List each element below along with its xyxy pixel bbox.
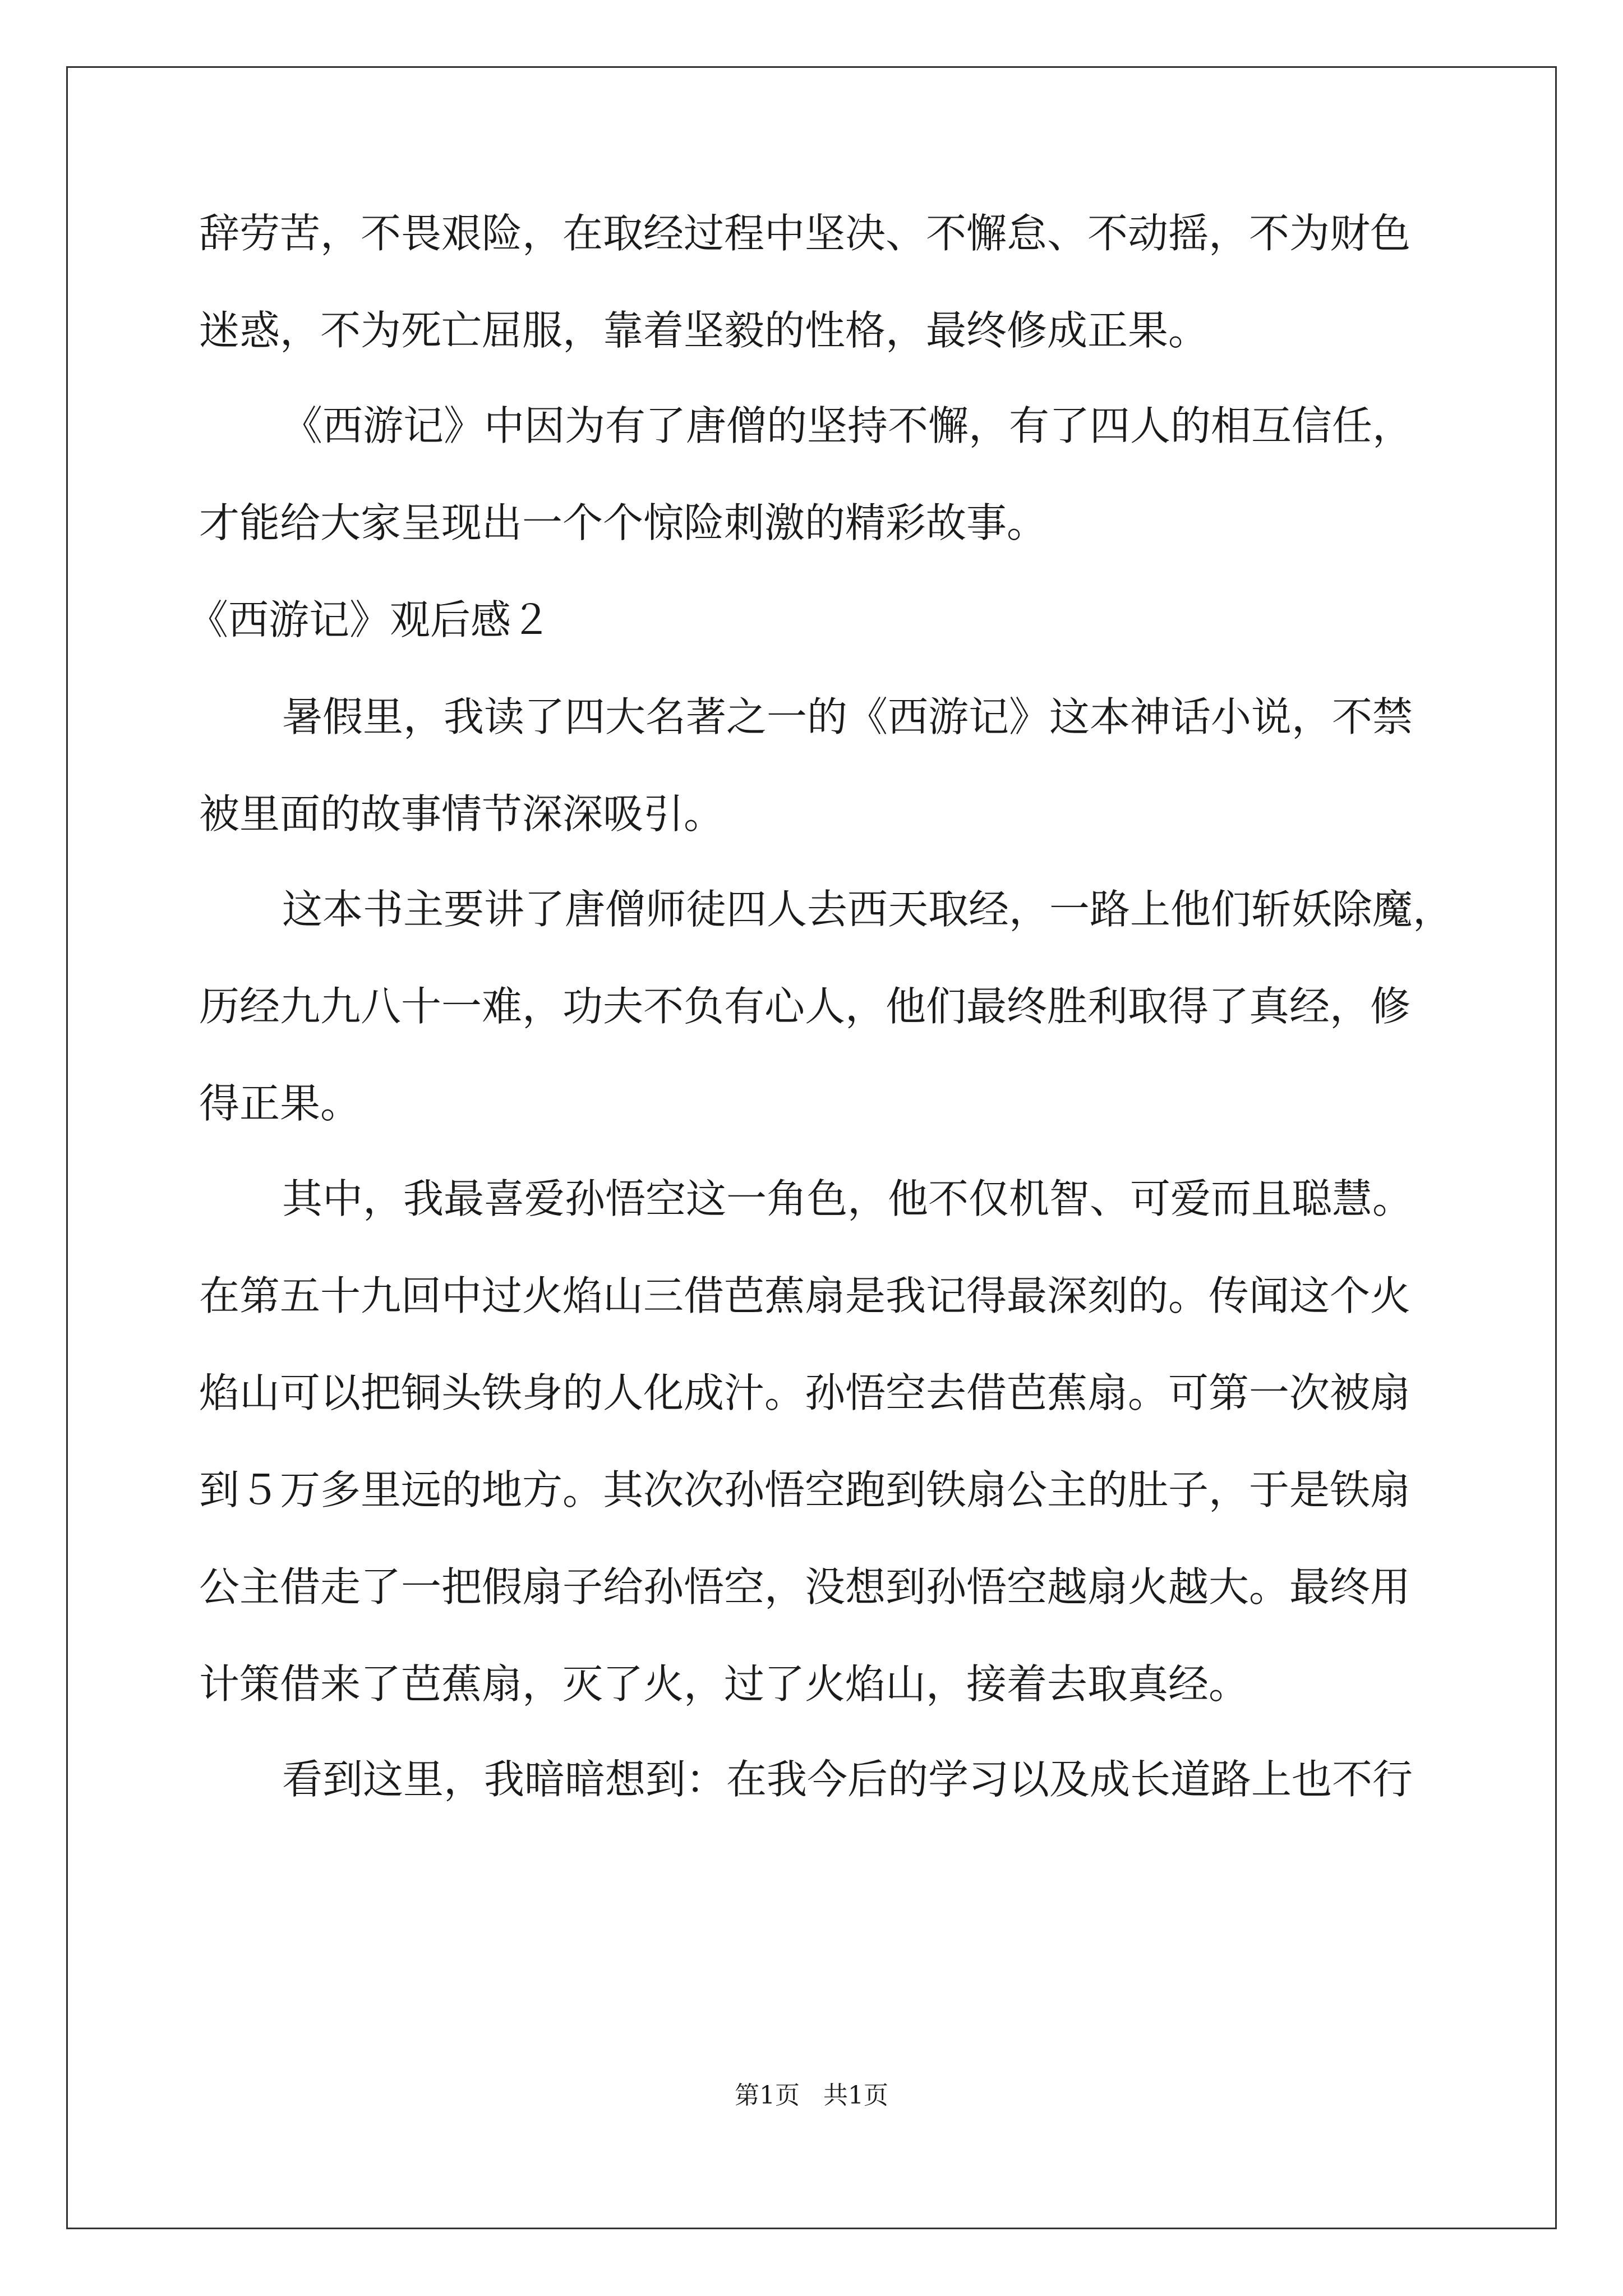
section-heading: 《西游记》观后感２ bbox=[188, 596, 552, 643]
body-line: 在第五十九回中过火焰山三借芭蕉扇是我记得最深刻的。传闻这个火 bbox=[199, 1272, 1411, 1319]
body-line: 看到这里，我暗暗想到：在我今后的学习以及成长道路上也不行 bbox=[282, 1756, 1413, 1803]
page-footer: 第1页 共1页 bbox=[735, 2081, 888, 2110]
body-line: 这本书主要讲了唐僧师徒四人去西天取经，一路上他们斩妖除魔， bbox=[282, 886, 1454, 933]
body-line: 被里面的故事情节深深吸引。 bbox=[199, 790, 725, 838]
body-line: 《西游记》中因为有了唐僧的坚持不懈，有了四人的相互信任， bbox=[282, 402, 1413, 449]
body-line: 辞劳苦，不畏艰险，在取经过程中坚决、不懈怠、不动摇，不为财色 bbox=[199, 210, 1411, 257]
body-line: 才能给大家呈现出一个个惊险刺激的精彩故事。 bbox=[199, 499, 1048, 546]
body-line: 暑假里，我读了四大名著之一的《西游记》这本神话小说，不禁 bbox=[282, 693, 1413, 740]
document-body bbox=[188, 210, 1454, 1803]
body-line: 焰山可以把铜头铁身的人化成汁。孙悟空去借芭蕉扇。可第一次被扇 bbox=[199, 1369, 1411, 1416]
body-line: 迷惑，不为死亡屈服，靠着坚毅的性格，最终修成正果。 bbox=[199, 307, 1209, 354]
body-line: 其中，我最喜爱孙悟空这一角色，他不仅机智、可爱而且聪慧。 bbox=[282, 1175, 1413, 1222]
body-line: 公主借走了一把假扇子给孙悟空，没想到孙悟空越扇火越大。最终用 bbox=[199, 1563, 1411, 1611]
body-line: 历经九九八十一难，功夫不负有心人，他们最终胜利取得了真经，修 bbox=[199, 983, 1411, 1030]
body-line: 计策借来了芭蕉扇，灭了火，过了火焰山，接着去取真经。 bbox=[199, 1660, 1249, 1708]
body-line: 到５万多里远的地方。其次次孙悟空跑到铁扇公主的肚子，于是铁扇 bbox=[199, 1466, 1411, 1513]
body-line: 得正果。 bbox=[199, 1080, 361, 1127]
